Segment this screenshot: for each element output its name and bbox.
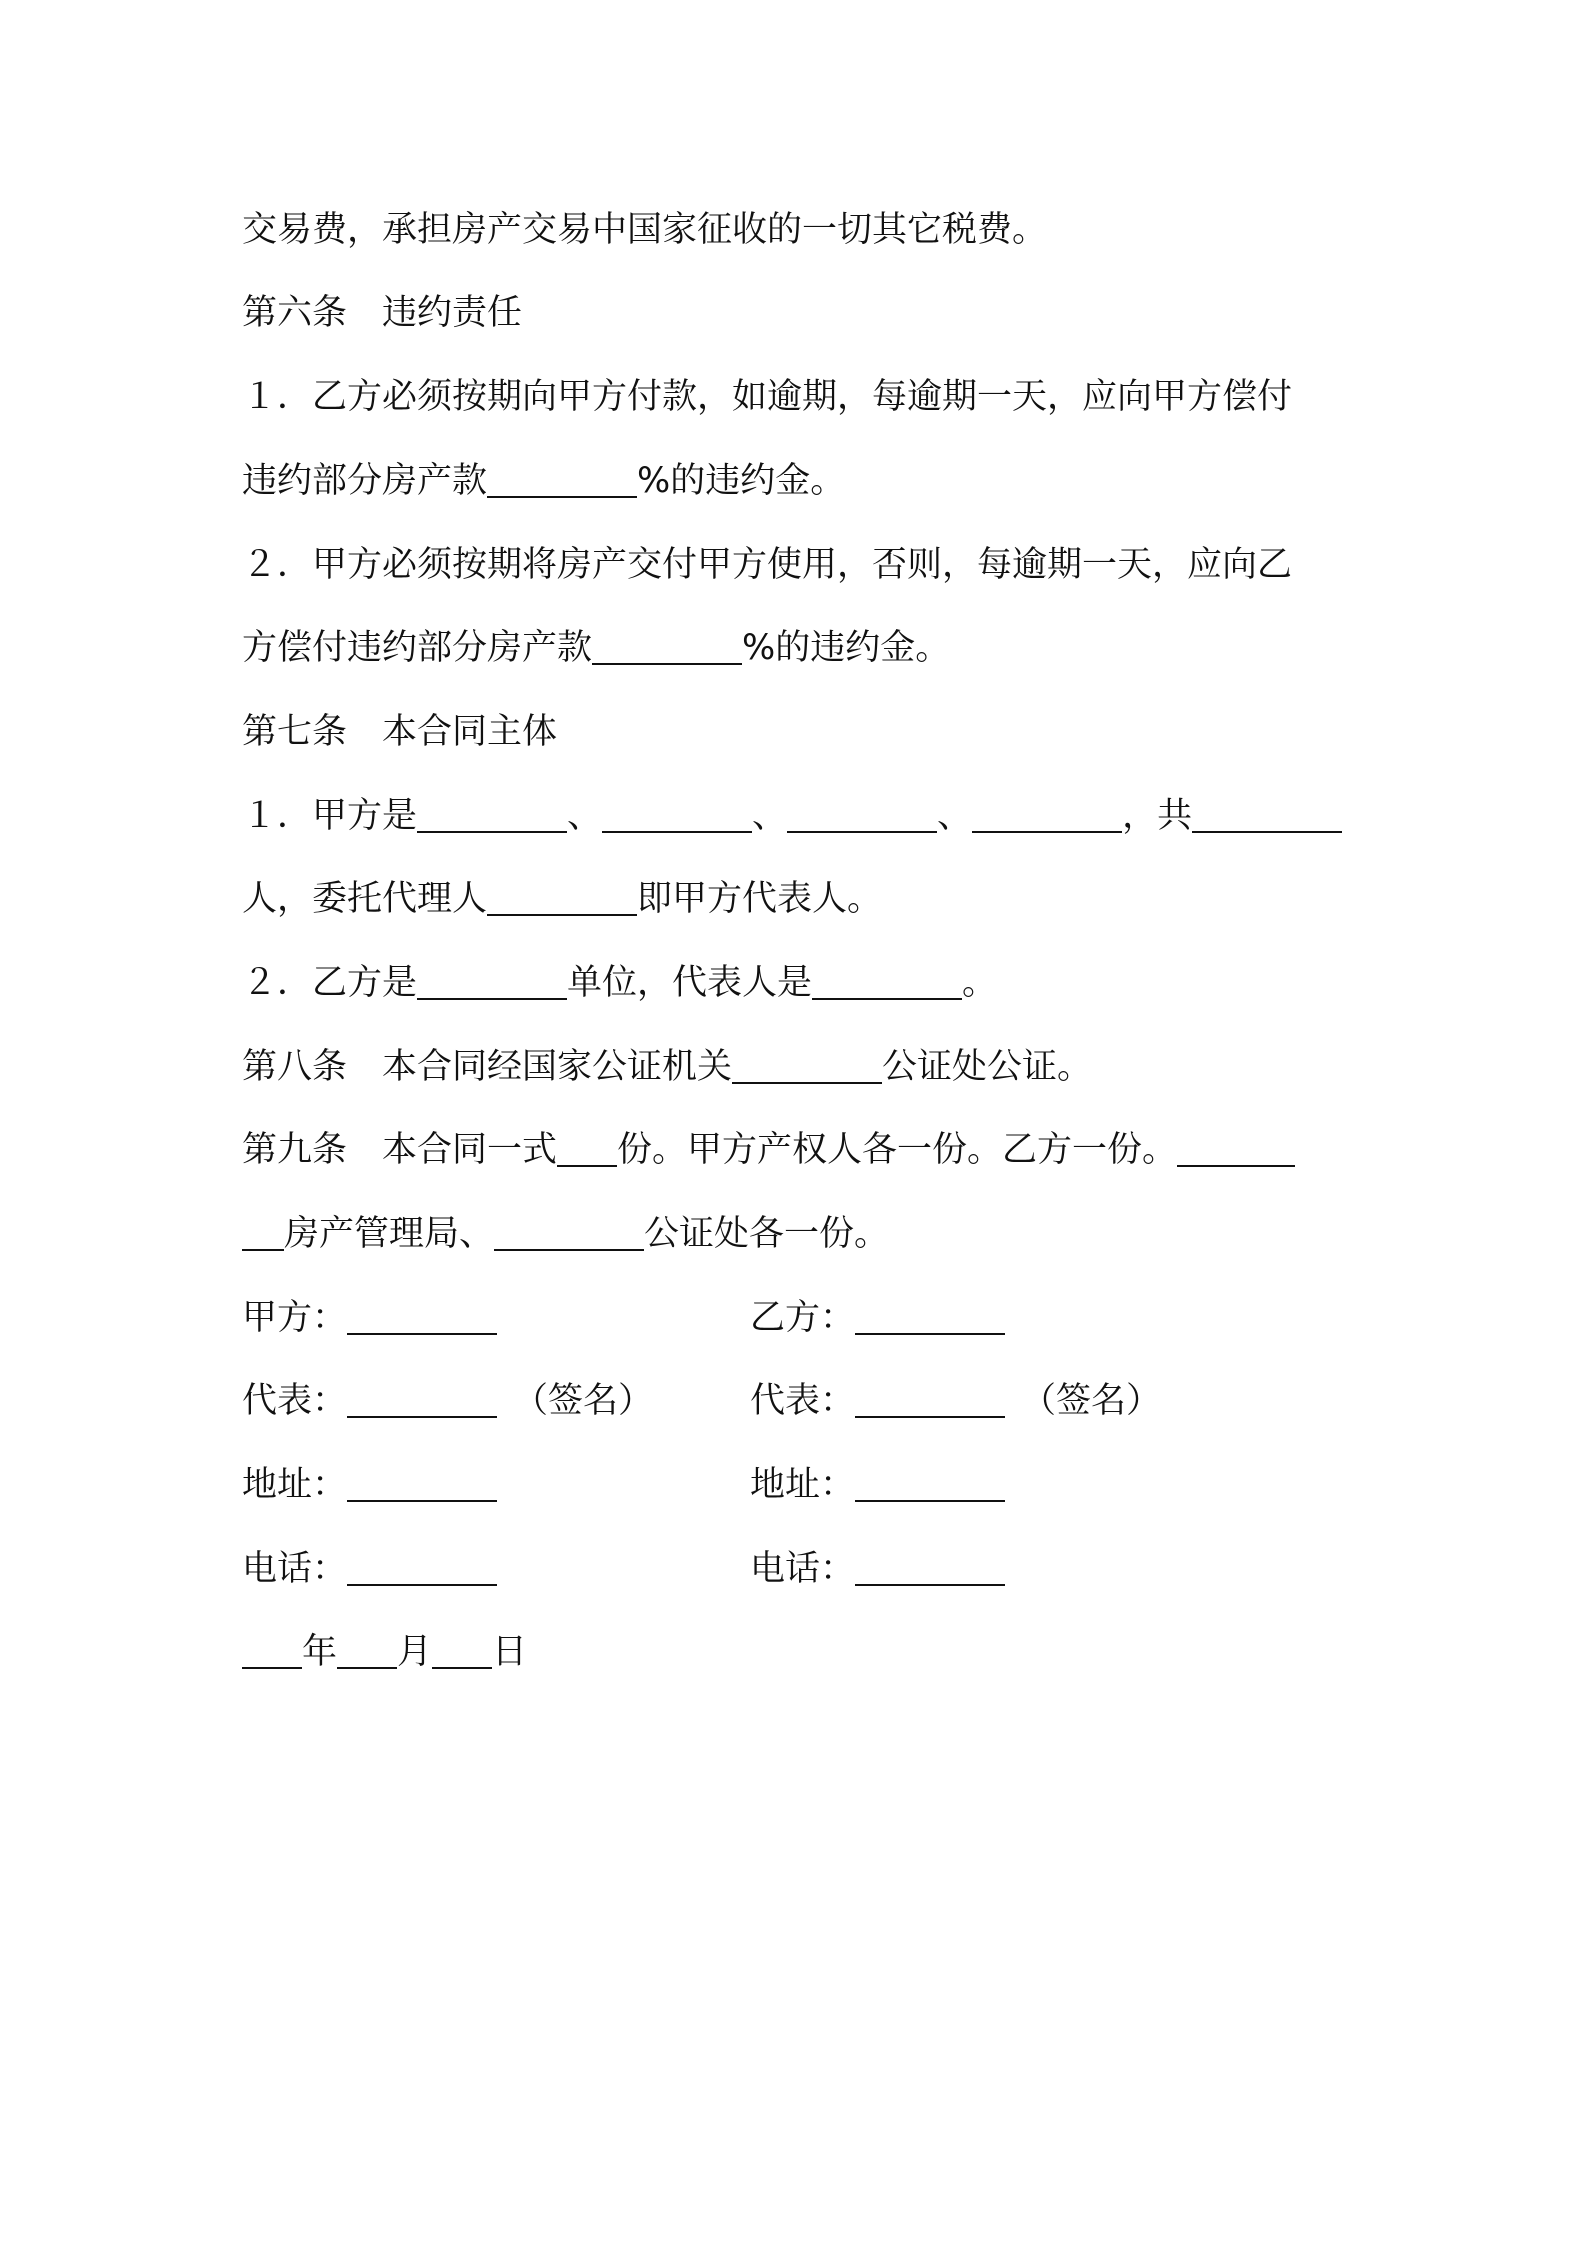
party-a-rep-blank [347,1382,497,1418]
party-b-sign-label: （签名） [1021,1381,1162,1421]
separator: 、 [567,796,603,836]
article-8-text-2: 公证处公证。 [882,1047,1093,1087]
article-7-item-1-text-3: 人，委托代理人 [242,879,488,919]
year-blank [242,1633,302,1669]
article-6-item-1-text: １．乙方必须按期向甲方付款，如逾期，每逾期一天，应向甲方偿付 [242,377,1293,417]
date-row [242,1627,1362,1677]
article-9-text-2: 份。甲方产权人各一份。乙方一份。 [617,1130,1178,1170]
party-a-count-blank [1192,797,1342,833]
penalty-rate-blank-1 [487,462,637,498]
party-b-phone-blank [855,1550,1005,1586]
article-9-line-2 [242,1209,1362,1259]
party-a-name-blank-1 [417,797,567,833]
party-a-label: 甲方： [242,1298,348,1338]
article-6-item-1-line-1 [242,372,1362,422]
party-b-blank [855,1299,1005,1335]
separator: 、 [752,796,788,836]
party-b-address-block [750,1460,1005,1510]
party-b-block [750,1293,1005,1343]
day-blank [432,1633,492,1669]
party-b-address-label: 地址： [750,1465,856,1505]
article-7-item-1-text-2: ，共 [1122,796,1193,836]
signature-row-rep [242,1376,1362,1426]
agent-name-blank [487,880,637,916]
article-7-item-1-text: １．甲方是 [242,796,418,836]
party-a-phone-label: 电话： [242,1549,348,1589]
party-b-rep-block [750,1376,1161,1426]
party-a-rep-label: 代表： [242,1381,348,1421]
article-7-title: 第七条 本合同主体 [242,712,558,752]
notary-office-blank [494,1215,644,1251]
party-a-sign-label: （签名） [513,1381,654,1421]
article-7-item-2-text-3: 。 [962,963,998,1003]
party-a-name-blank-3 [787,797,937,833]
party-a-address-label: 地址： [242,1465,348,1505]
article-8-text: 第八条 本合同经国家公证机关 [242,1047,733,1087]
article-9-text-3: 房产管理局、 [284,1214,495,1254]
housing-bureau-blank-2 [242,1215,284,1251]
article-6-item-1-line-2 [242,456,1362,506]
article-6-item-2-line-2 [242,623,1362,673]
article-7-heading [242,707,1362,757]
article-6-item-1-text-2: 违约部分房产款 [242,461,488,501]
article-7-item-1-line-2 [242,874,1362,924]
party-b-label: 乙方： [750,1298,856,1338]
penalty-rate-blank-2 [592,629,742,665]
article-8 [242,1042,1362,1092]
article-6-item-2-text: ２．甲方必须按期将房产交付甲方使用，否则，每逾期一天，应向乙 [242,545,1293,585]
article-6-heading [242,288,1362,338]
article-7-item-2 [242,958,1362,1008]
month-label: 月 [397,1632,433,1672]
party-b-rep-sign-blank [855,1382,1005,1418]
housing-bureau-blank-1 [1177,1131,1295,1167]
article-7-item-1-text-4: 即甲方代表人。 [637,879,883,919]
copies-blank [557,1131,617,1167]
notary-blank [732,1048,882,1084]
article-6-item-2-text-3: %的违约金。 [742,628,951,668]
party-a-phone-blank [347,1550,497,1586]
article-6-item-2-line-1 [242,540,1362,590]
party-a-blank [347,1299,497,1335]
party-b-rep-label: 代表： [750,1381,856,1421]
party-a-address-blank [347,1466,497,1502]
text-tax-fees: 交易费，承担房产交易中国家征收的一切其它税费。 [242,210,1048,250]
separator: 、 [937,796,973,836]
article-9-text: 第九条 本合同一式 [242,1130,558,1170]
article-6-item-1-text-3: %的违约金。 [637,461,846,501]
party-b-rep-blank [812,964,962,1000]
article-9-text-4: 公证处各一份。 [644,1214,890,1254]
signature-row-party [242,1293,1362,1343]
signature-row-phone [242,1544,1362,1594]
paragraph-tax-fees [242,205,1362,255]
year-label: 年 [302,1632,338,1672]
party-b-phone-label: 电话： [750,1549,856,1589]
signature-row-address [242,1460,1362,1510]
party-b-address-blank [855,1466,1005,1502]
party-a-name-blank-2 [602,797,752,833]
party-a-name-blank-4 [972,797,1122,833]
article-6-item-2-text-2: 方偿付违约部分房产款 [242,628,593,668]
day-label: 日 [492,1632,528,1672]
article-6-title: 第六条 违约责任 [242,293,523,333]
party-b-phone-block [750,1544,1005,1594]
article-7-item-1-line-1 [242,791,1362,841]
month-blank [337,1633,397,1669]
article-9-line-1 [242,1125,1362,1175]
article-7-item-2-text: ２．乙方是 [242,963,418,1003]
party-b-unit-blank [417,964,567,1000]
article-7-item-2-text-2: 单位，代表人是 [567,963,813,1003]
